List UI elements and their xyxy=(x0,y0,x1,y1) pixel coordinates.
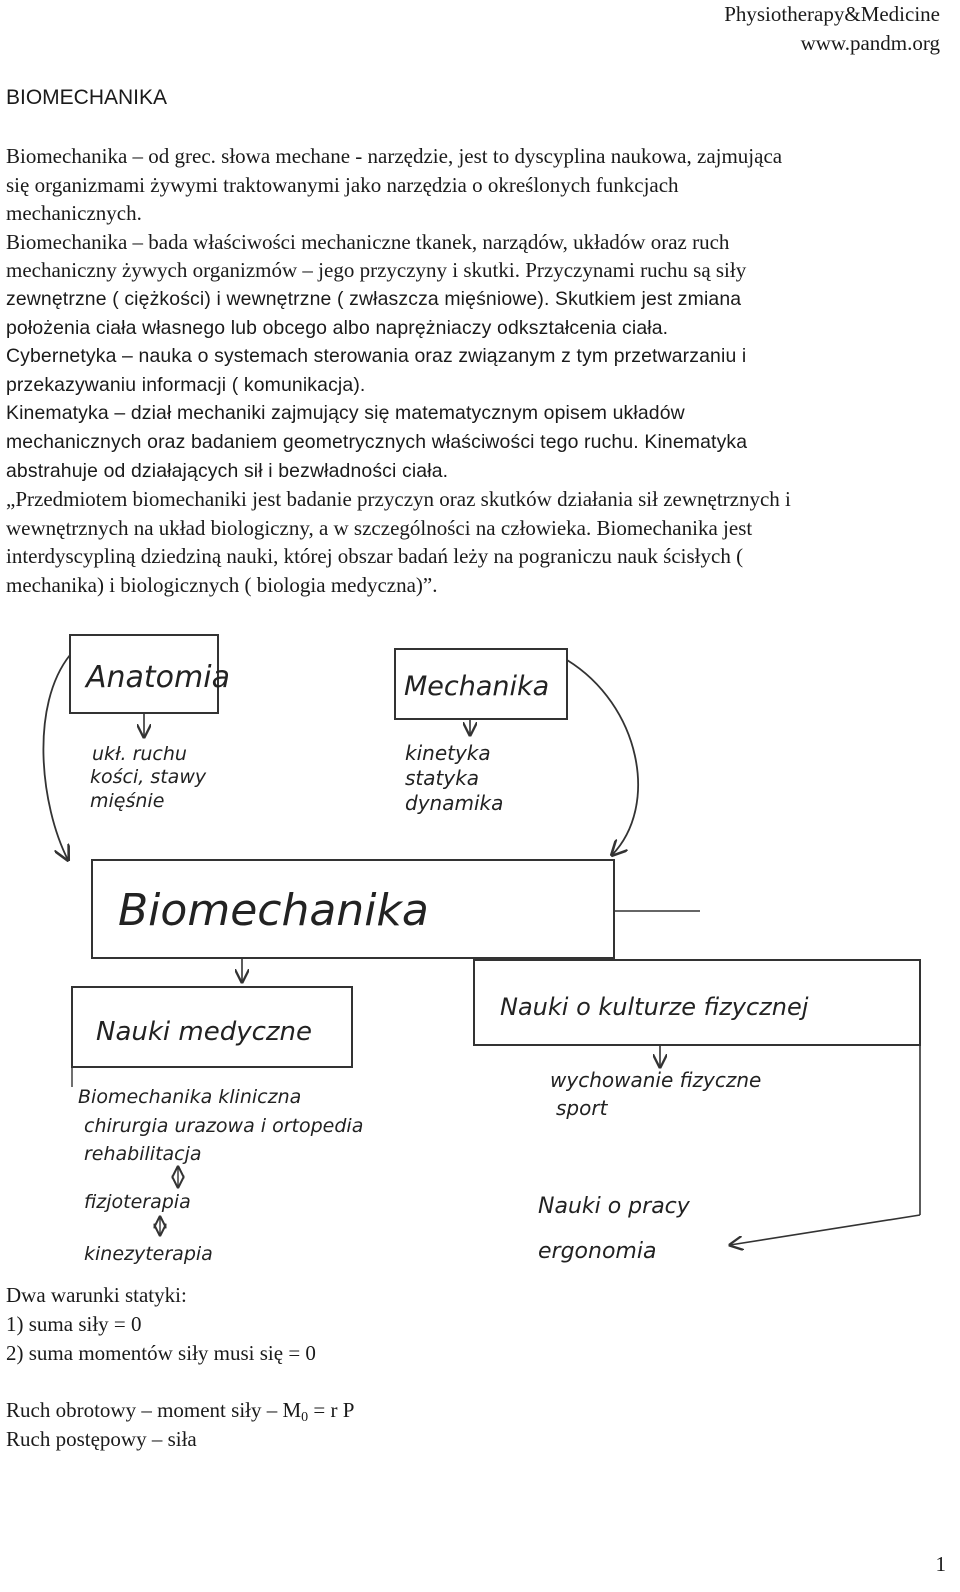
anatomia-item: ukł. ruchu xyxy=(92,743,187,765)
text-line: przekazywaniu informacji ( komunikacja). xyxy=(6,373,366,396)
page-number: 1 xyxy=(935,1552,946,1576)
rotational-motion-formula: = r P xyxy=(308,1398,355,1422)
mechanika-item: kinetyka xyxy=(405,741,491,765)
medyczne-item: kinezyterapia xyxy=(84,1243,213,1265)
ergonomia-label: ergonomia xyxy=(538,1239,657,1264)
nauki-praca-label: Nauki o pracy xyxy=(538,1194,690,1219)
statics-heading: Dwa warunki statyki: xyxy=(6,1283,187,1307)
medyczne-item: fizjoterapia xyxy=(84,1191,191,1213)
kultura-item: wychowanie fizyczne xyxy=(550,1068,762,1092)
document-title: BIOMECHANIKA xyxy=(6,86,168,109)
text-line: abstrahuje od działających sił i bezwładności ciała. xyxy=(6,459,449,482)
nauki-medyczne-label: Nauki medyczne xyxy=(96,1017,313,1047)
text-line: mechanicznych. xyxy=(6,201,142,226)
statics-condition-1: 1) suma siły = 0 xyxy=(6,1312,142,1336)
text-line: mechaniczny żywych organizmów – jego przyczyny i skutki. Przyczynami ruchu są siły xyxy=(6,258,747,283)
biomechanika-box xyxy=(92,860,614,958)
text-line: zewnętrzne ( ciężkości) i wewnętrzne ( zwłaszcza mięśniowe). Skutkiem jest zmiana xyxy=(6,288,742,310)
mechanika-item: statyka xyxy=(405,766,480,790)
arrow-anatomia-biomechanika xyxy=(43,655,70,860)
text-line: Kinematyka – dział mechaniki zajmujący się matematycznym opisem układów xyxy=(6,402,685,425)
medyczne-item: rehabilitacja xyxy=(84,1143,202,1165)
text-line: Cybernetyka – nauka o systemach sterowania oraz związanym z tym przetwarzaniu i xyxy=(6,345,747,368)
biomechanics-diagram xyxy=(0,615,960,1295)
text-line: wewnętrznych na układ biologiczny, a w szczególności na człowieka. Biomechanika jest xyxy=(6,515,753,540)
text-line: położenia ciała własnego lub obcego albo naprężniaczy odkształcenia ciała. xyxy=(6,316,669,339)
anatomia-box xyxy=(70,635,230,713)
mechanika-box xyxy=(395,649,567,719)
mechanika-item: dynamika xyxy=(405,791,504,815)
arrow-to-ergonomia xyxy=(730,1215,920,1245)
nauki-kultura-label: Nauki o kulturze fizycznej xyxy=(500,993,809,1021)
kultura-item: sport xyxy=(556,1096,608,1120)
moment-subscript: 0 xyxy=(301,1410,309,1425)
text-line: Biomechanika – od grec. słowa mechane - narzędzie, jest to dyscyplina naukowa, zajmująca xyxy=(6,144,783,168)
medyczne-item: chirurgia urazowa i ortopedia xyxy=(84,1115,364,1137)
biomechanika-label: Biomechanika xyxy=(118,885,429,936)
anatomia-label: Anatomia xyxy=(86,660,230,695)
anatomia-item: kości, stawy xyxy=(90,766,207,788)
text-line: się organizmami żywymi traktowanymi jako narzędzia o określonych funkcjach xyxy=(6,172,679,197)
page-header xyxy=(724,0,940,58)
nauki-kultura-box xyxy=(474,960,920,1045)
mechanika-label: Mechanika xyxy=(404,671,550,702)
medyczne-item: Biomechanika kliniczna xyxy=(78,1086,302,1108)
rotational-motion xyxy=(6,1398,354,1426)
text-line: mechanika) i biologicznych ( biologia medyczna)”. xyxy=(6,573,438,597)
nauki-medyczne-box xyxy=(72,987,352,1067)
site-name: Physiotherapy&Medicine xyxy=(724,2,940,26)
rotational-motion-text: Ruch obrotowy – moment siły – M xyxy=(6,1398,302,1422)
arrow-mechanika-biomechanika xyxy=(567,660,638,855)
anatomia-item: mięśnie xyxy=(90,790,165,812)
text-line: „Przedmiotem biomechaniki jest badanie przyczyn oraz skutków działania sił zewnętrznych i xyxy=(6,487,791,512)
site-url: www.pandm.org xyxy=(800,31,940,55)
text-line: Biomechanika – bada właściwości mechaniczne tkanek, narządów, układów oraz ruch xyxy=(6,229,730,254)
translational-motion: Ruch postępowy – siła xyxy=(6,1427,197,1451)
text-line: interdyscypliną dziedziną nauki, której obszar badań leży na pograniczu nauk ścisłych ( xyxy=(6,544,744,569)
text-line: mechanicznych oraz badaniem geometrycznych właściwości tego ruchu. Kinematyka xyxy=(6,431,748,453)
statics-condition-2: 2) suma momentów siły musi się = 0 xyxy=(6,1341,316,1365)
